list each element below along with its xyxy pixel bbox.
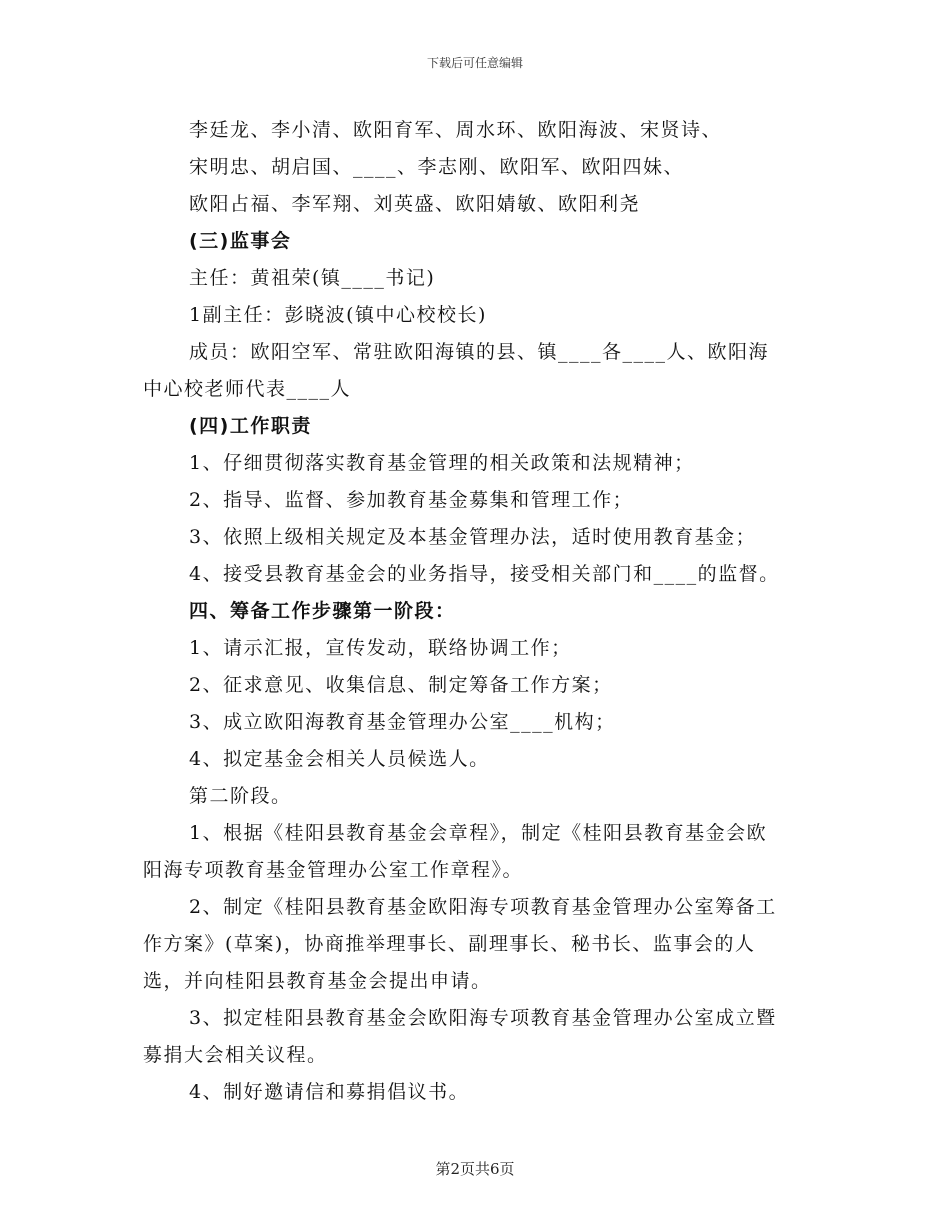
stage-one-item-4: 4、拟定基金会相关人员候选人。 bbox=[189, 748, 490, 770]
supervisory-members-line-1: 成员：欧阳空军、常驻欧阳海镇的县、镇____各____人、欧阳海 bbox=[189, 341, 770, 363]
member-list-line-1: 李廷龙、李小清、欧阳育军、周水环、欧阳海波、宋贤诗、 bbox=[189, 119, 723, 141]
stage-two-item-1-line-2: 阳海专项教育基金管理办公室工作章程》。 bbox=[143, 859, 524, 881]
supervisory-director-line: 主任：黄祖荣(镇____书记) bbox=[189, 267, 436, 289]
stage-two-item-3-line-2: 募捐大会相关议程。 bbox=[143, 1044, 328, 1066]
duty-item-1: 1、仔细贯彻落实教育基金管理的相关政策和法规精神； bbox=[189, 452, 695, 474]
stage-two-item-2-line-2: 作方案》(草案)，协商推举理事长、副理事长、秘书长、监事会的人 bbox=[143, 933, 756, 955]
duty-item-4: 4、接受县教育基金会的业务指导，接受相关部门和____的监督。 bbox=[189, 563, 780, 585]
duty-item-3: 3、依照上级相关规定及本基金管理办法，适时使用教育基金； bbox=[189, 526, 757, 548]
stage-one-item-2: 2、征求意见、收集信息、制定筹备工作方案； bbox=[189, 674, 613, 696]
duty-item-2: 2、指导、监督、参加教育基金募集和管理工作； bbox=[189, 489, 634, 511]
page-header-note: 下载后可任意编辑 bbox=[426, 56, 523, 70]
stage-one-item-1: 1、请示汇报，宣传发动，联络协调工作； bbox=[189, 637, 572, 659]
page-number: 第2页共6页 bbox=[435, 1160, 515, 1178]
supervisory-deputy-line: 1副主任：彭晓波(镇中心校校长) bbox=[189, 304, 487, 326]
stage-two-item-4: 4、制好邀请信和募捐倡议书。 bbox=[189, 1081, 470, 1103]
stage-two-item-2-line-1: 2、制定《桂阳县教育基金欧阳海专项教育基金管理办公室筹备工 bbox=[189, 896, 777, 918]
supervisory-members-line-2: 中心校老师代表____人 bbox=[143, 378, 352, 400]
member-list-line-2: 宋明忠、胡启国、____、李志刚、欧阳军、欧阳四妹、 bbox=[189, 156, 685, 178]
stage-one-item-3: 3、成立欧阳海教育基金管理办公室____机构； bbox=[189, 711, 616, 733]
member-list-line-3: 欧阳占福、李军翔、刘英盛、欧阳婧敏、欧阳利尧 bbox=[189, 193, 641, 215]
stage-two-item-3-line-1: 3、拟定桂阳县教育基金会欧阳海专项教育基金管理办公室成立暨 bbox=[189, 1007, 777, 1029]
document-body bbox=[143, 112, 815, 1111]
stage-two-item-2-line-3: 选，并向桂阳县教育基金会提出申请。 bbox=[143, 970, 492, 992]
section-heading-preparation-steps: 四、筹备工作步骤第一阶段： bbox=[189, 600, 456, 622]
section-heading-supervisory-board: (三)监事会 bbox=[189, 230, 292, 252]
stage-two-heading: 第二阶段。 bbox=[189, 785, 292, 807]
section-heading-duties: (四)工作职责 bbox=[189, 415, 312, 437]
stage-two-item-1-line-1: 1、根据《桂阳县教育基金会章程》，制定《桂阳县教育基金会欧 bbox=[189, 822, 768, 844]
